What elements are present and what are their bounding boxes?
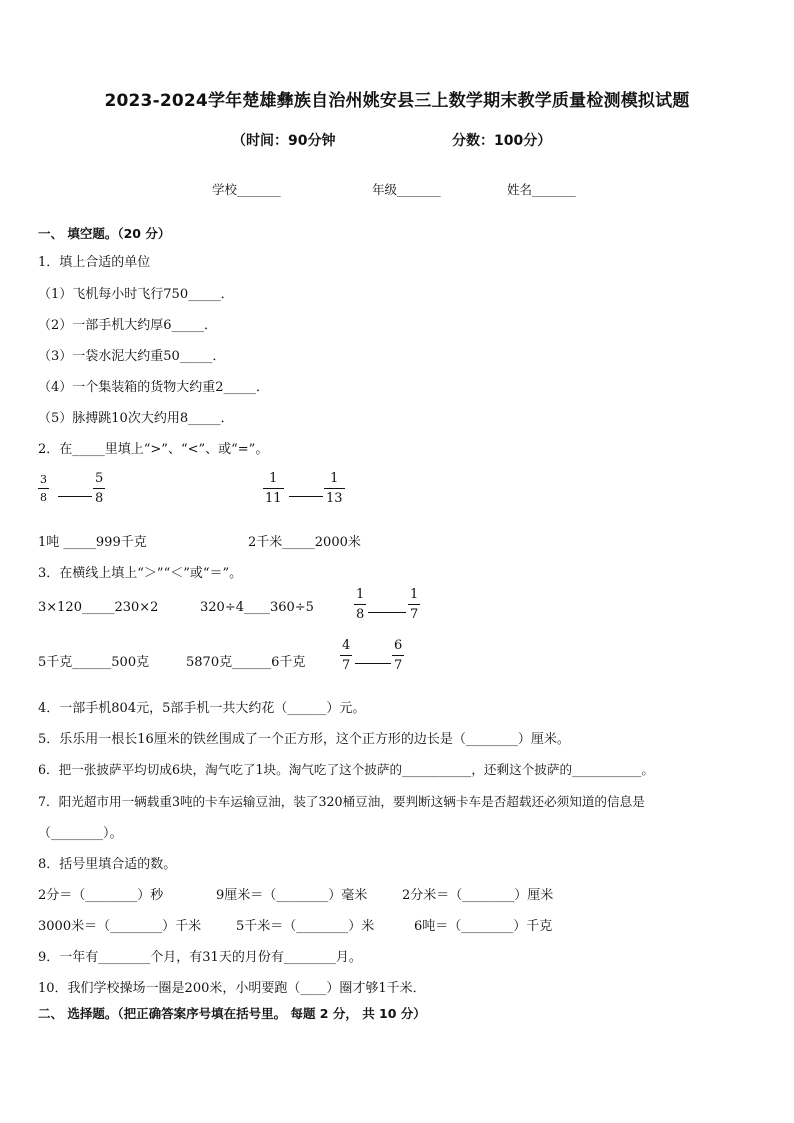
q1-item-2: （2）一部手机大约厚6_____． — [38, 318, 218, 333]
q9-text: 9．一年有________个月，有31天的月份有________月。 — [38, 950, 362, 965]
fraction-denominator: 8 — [38, 488, 49, 503]
fraction-denominator: 11 — [263, 488, 284, 505]
q2-fraction-3-8 — [38, 474, 49, 503]
q8-stem: 8．括号里填合适的数。 — [38, 857, 177, 872]
q1-item-1: （1）飞机每小时飞行750_____． — [38, 287, 234, 302]
fraction-numerator: 1 — [410, 587, 419, 602]
fraction-denominator: 7 — [408, 604, 420, 621]
q1-item-5: （5）脉搏跳10次大约用8_____． — [38, 411, 234, 426]
fraction-denominator: 8 — [93, 488, 105, 505]
name-field[interactable]: 姓名_______ — [507, 182, 576, 197]
q10-text: 10．我们学校操场一圈是200米，小明要跑（____）圈才够1千米． — [38, 981, 426, 996]
fraction-numerator: 4 — [342, 638, 351, 653]
q2-fraction-5-8 — [93, 472, 105, 505]
q2-answer-blank-1[interactable] — [58, 496, 92, 497]
score-label: 分数：100分） — [452, 133, 552, 149]
school-field[interactable]: 学校_______ — [212, 182, 281, 197]
q2-compare-weight: 1吨 _____999千克 — [38, 535, 147, 550]
fraction-numerator: 1 — [269, 471, 278, 486]
q2-compare-length: 2千米_____2000米 — [248, 535, 361, 550]
q2-stem: 2．在_____里填上“>”、“<”、或“=”。 — [38, 442, 269, 457]
q3-expr-4: 5870克______6千克 — [186, 655, 306, 670]
q3-stem: 3．在横线上填上“＞”“＜”或“＝”。 — [38, 566, 243, 581]
q3-expr-2: 320÷4____360÷5 — [200, 600, 314, 615]
time-label: （时间：90分钟 — [232, 133, 336, 149]
grade-field[interactable]: 年级_______ — [372, 182, 441, 197]
q6-text: 6．把一张披萨平均切成6块，淘气吃了1块。淘气吃了这个披萨的___________，还剩这个披萨的___________。 — [38, 762, 654, 777]
q1-item-4: （4）一个集装箱的货物大约重2_____． — [38, 380, 270, 395]
q8-item-3: 2分米＝（________）厘米 — [402, 888, 554, 903]
exam-title: 2023-2024学年楚雄彝族自治州姚安县三上数学期末教学质量检测模拟试题 — [104, 91, 690, 111]
q8-item-4: 3000米＝（________）千米 — [38, 919, 202, 934]
q8-item-1: 2分＝（________）秒 — [38, 888, 164, 903]
q2-fraction-1-11 — [263, 472, 284, 505]
fraction-numerator: 1 — [330, 471, 339, 486]
fraction-numerator: 6 — [394, 638, 403, 653]
q7-text-line1: 7．阳光超市用一辆载重3吨的卡车运输豆油，装了320桶豆油，要判断这辆卡车是否超载还必须知道的信息是 — [38, 794, 645, 809]
fraction-denominator: 7 — [340, 655, 352, 672]
q2-answer-blank-2[interactable] — [289, 496, 323, 497]
fraction-numerator: 5 — [95, 471, 104, 486]
fraction-denominator: 13 — [324, 488, 345, 505]
q1-item-3: （3）一袋水泥大约重50_____． — [38, 349, 226, 364]
q3-expr-1: 3×120_____230×2 — [38, 600, 159, 615]
q5-text: 5．乐乐用一根长16厘米的铁丝围成了一个正方形，这个正方形的边长是（________）厘米。 — [38, 732, 570, 747]
q3-answer-blank-1[interactable] — [368, 612, 406, 613]
q3-fraction-6-7 — [392, 639, 404, 672]
q4-text: 4．一部手机804元，5部手机一共大约花（______）元。 — [38, 701, 366, 716]
q8-item-2: 9厘米＝（________）毫米 — [216, 888, 368, 903]
section1-heading: 一、 填空题。（20 分） — [38, 226, 171, 241]
q8-item-5: 5千米＝（________）米 — [236, 919, 375, 934]
q3-fraction-1-7 — [408, 588, 420, 621]
q7-text-line2: （________）。 — [38, 826, 123, 841]
fraction-denominator: 7 — [392, 655, 404, 672]
q3-expr-3: 5千克______500克 — [38, 655, 150, 670]
q2-fraction-1-13 — [324, 472, 345, 505]
q3-fraction-4-7 — [340, 639, 352, 672]
q8-item-6: 6吨＝（________）千克 — [414, 919, 553, 934]
q1-stem: 1．填上合适的单位 — [38, 255, 151, 270]
fraction-numerator: 3 — [40, 473, 47, 486]
q3-fraction-1-8 — [354, 588, 366, 621]
fraction-numerator: 1 — [356, 587, 365, 602]
section2-heading: 二、 选择题。（把正确答案序号填在括号里。 每题 2 分， 共 10 分） — [38, 1006, 426, 1021]
fraction-denominator: 8 — [354, 604, 366, 621]
q3-answer-blank-2[interactable] — [355, 663, 391, 664]
